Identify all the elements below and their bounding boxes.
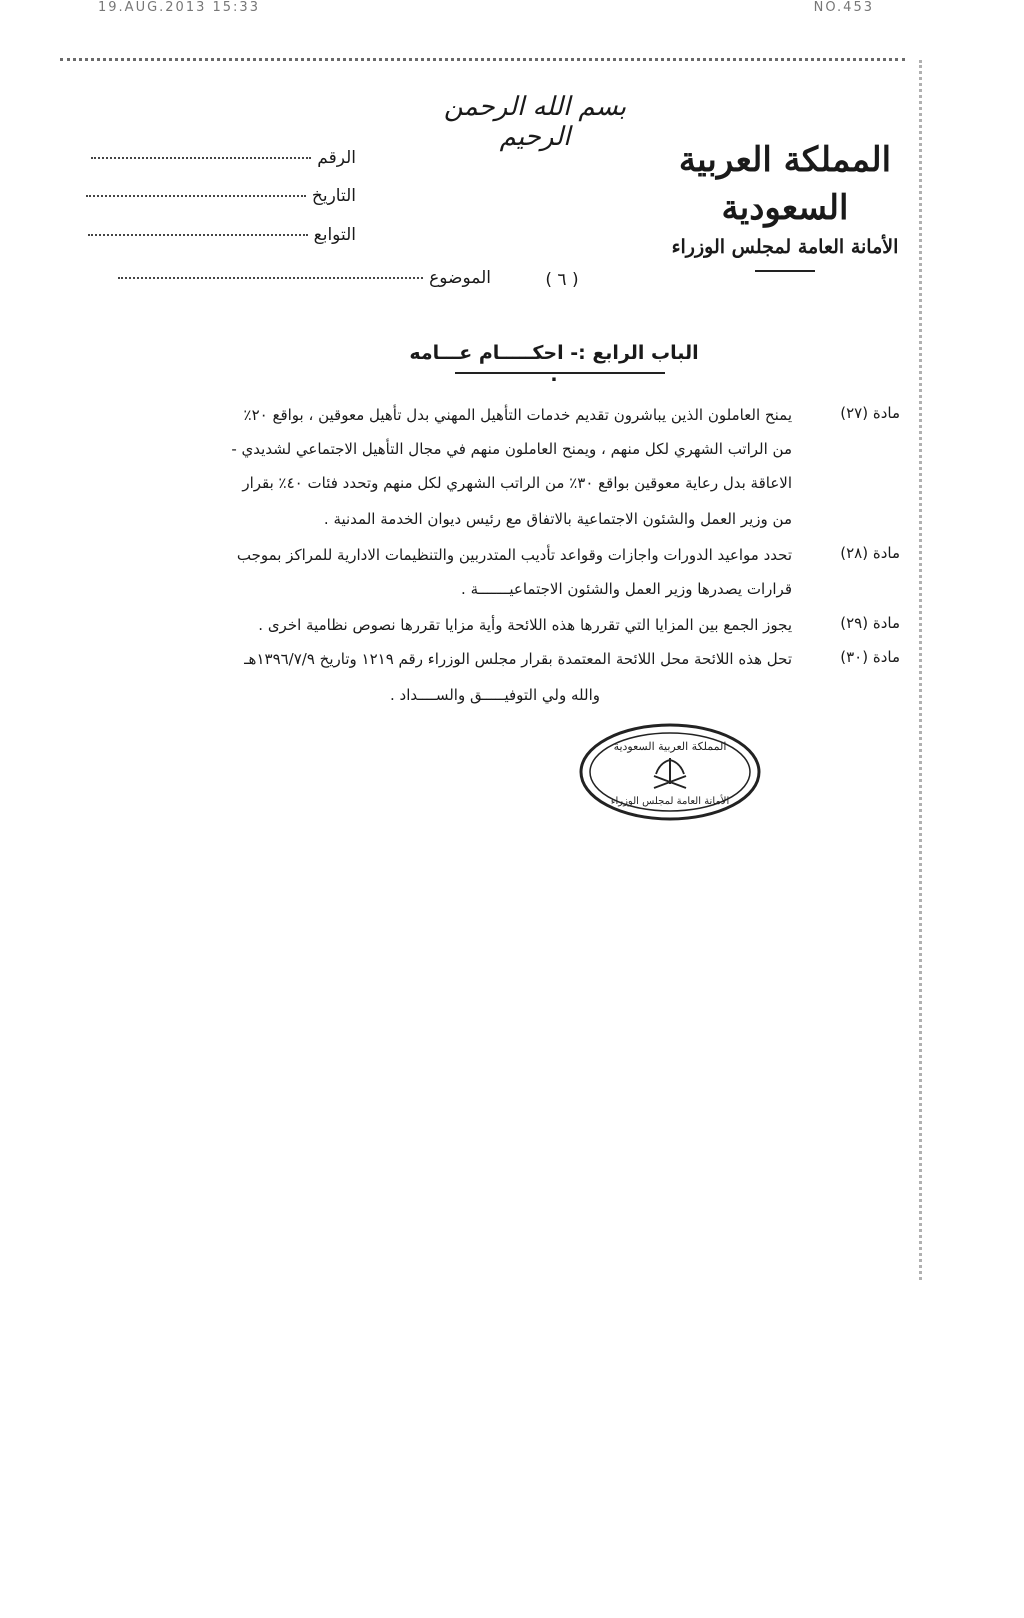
letterhead-kingdom: المملكة العربية السعودية bbox=[678, 140, 892, 228]
subject-page-number: ( ٦ ) bbox=[545, 270, 579, 290]
date-field bbox=[86, 186, 356, 206]
closing-line: والله ولي التوفيـــــق والســــداد . bbox=[390, 686, 600, 704]
number-dotted-line bbox=[91, 157, 311, 159]
article-27-line-4: من وزير العمل والشئون الاجتماعية بالاتفاق مع رئيس ديوان الخدمة المدنية . bbox=[323, 510, 792, 528]
subject-dotted-line bbox=[118, 277, 423, 279]
attachments-field bbox=[88, 225, 356, 245]
article-30-number: مادة (٣٠) bbox=[840, 648, 900, 666]
letterhead bbox=[660, 136, 910, 272]
subject-field bbox=[118, 268, 491, 288]
fax-header-number: NO.453 bbox=[813, 0, 874, 15]
letterhead-rule bbox=[755, 270, 815, 272]
seal-bottom-text: الأمانة العامة لمجلس الوزراء bbox=[610, 796, 730, 807]
basmala: بسم الله الرحمن الرحيم bbox=[443, 92, 627, 152]
article-28-line-2: قرارات يصدرها وزير العمل والشئون الاجتماعيـــــــة . bbox=[461, 580, 792, 598]
article-27-line-3: الاعاقة بدل رعاية معوقين بواقع ٣٠٪ من الراتب الشهري لكل منهم وتحدد فئات ٤٠٪ بقرار bbox=[242, 474, 792, 492]
article-27-line-2: من الراتب الشهري لكل منهم ، ويمنح العاملون منهم في مجال التأهيل الاجتماعي لشديدي - bbox=[231, 440, 792, 458]
article-28-line-1: تحدد مواعيد الدورات واجازات وقواعد تأديب المتدربين والتنظيمات الادارية للمراكز بموجب bbox=[236, 546, 792, 564]
attachments-dotted-line bbox=[88, 234, 308, 236]
number-field bbox=[91, 148, 356, 168]
article-28-number: مادة (٢٨) bbox=[840, 544, 900, 562]
article-30-line-1: تحل هذه اللائحة محل اللائحة المعتمدة بقرار مجلس الوزراء رقم ١٢١٩ وتاريخ ١٣٩٦/٧/٩هـ bbox=[244, 650, 792, 668]
fax-header-timestamp: 19.AUG.2013 15:33 bbox=[98, 0, 260, 15]
fax-dotted-border bbox=[60, 58, 905, 61]
seal-top-text: المملكة العربية السعودية bbox=[613, 740, 727, 753]
seal-emblem-icon bbox=[654, 758, 686, 788]
attachments-label: التوابع bbox=[313, 225, 356, 245]
date-label: التاريخ bbox=[311, 186, 356, 206]
chapter-title: الباب الرابع :- احكـــــام عـــامه . bbox=[409, 342, 699, 386]
official-seal bbox=[578, 722, 762, 822]
subject-label: الموضوع bbox=[429, 268, 491, 288]
date-dotted-line bbox=[86, 195, 306, 197]
letterhead-secretariat: الأمانة العامة لمجلس الوزراء bbox=[671, 236, 899, 258]
article-27-line-1: يمنح العاملون الذين يباشرون تقديم خدمات التأهيل المهني بدل تأهيل معوقين ، بواقع ٢٠٪ bbox=[243, 406, 792, 424]
chapter-underline bbox=[455, 372, 665, 374]
article-27-number: مادة (٢٧) bbox=[840, 404, 900, 422]
article-29-line-1: يجوز الجمع بين المزايا التي تقررها هذه اللائحة وأية مزايا تقررها نصوص نظامية اخرى . bbox=[258, 616, 792, 634]
article-29-number: مادة (٢٩) bbox=[840, 614, 900, 632]
number-label: الرقم bbox=[317, 148, 356, 168]
